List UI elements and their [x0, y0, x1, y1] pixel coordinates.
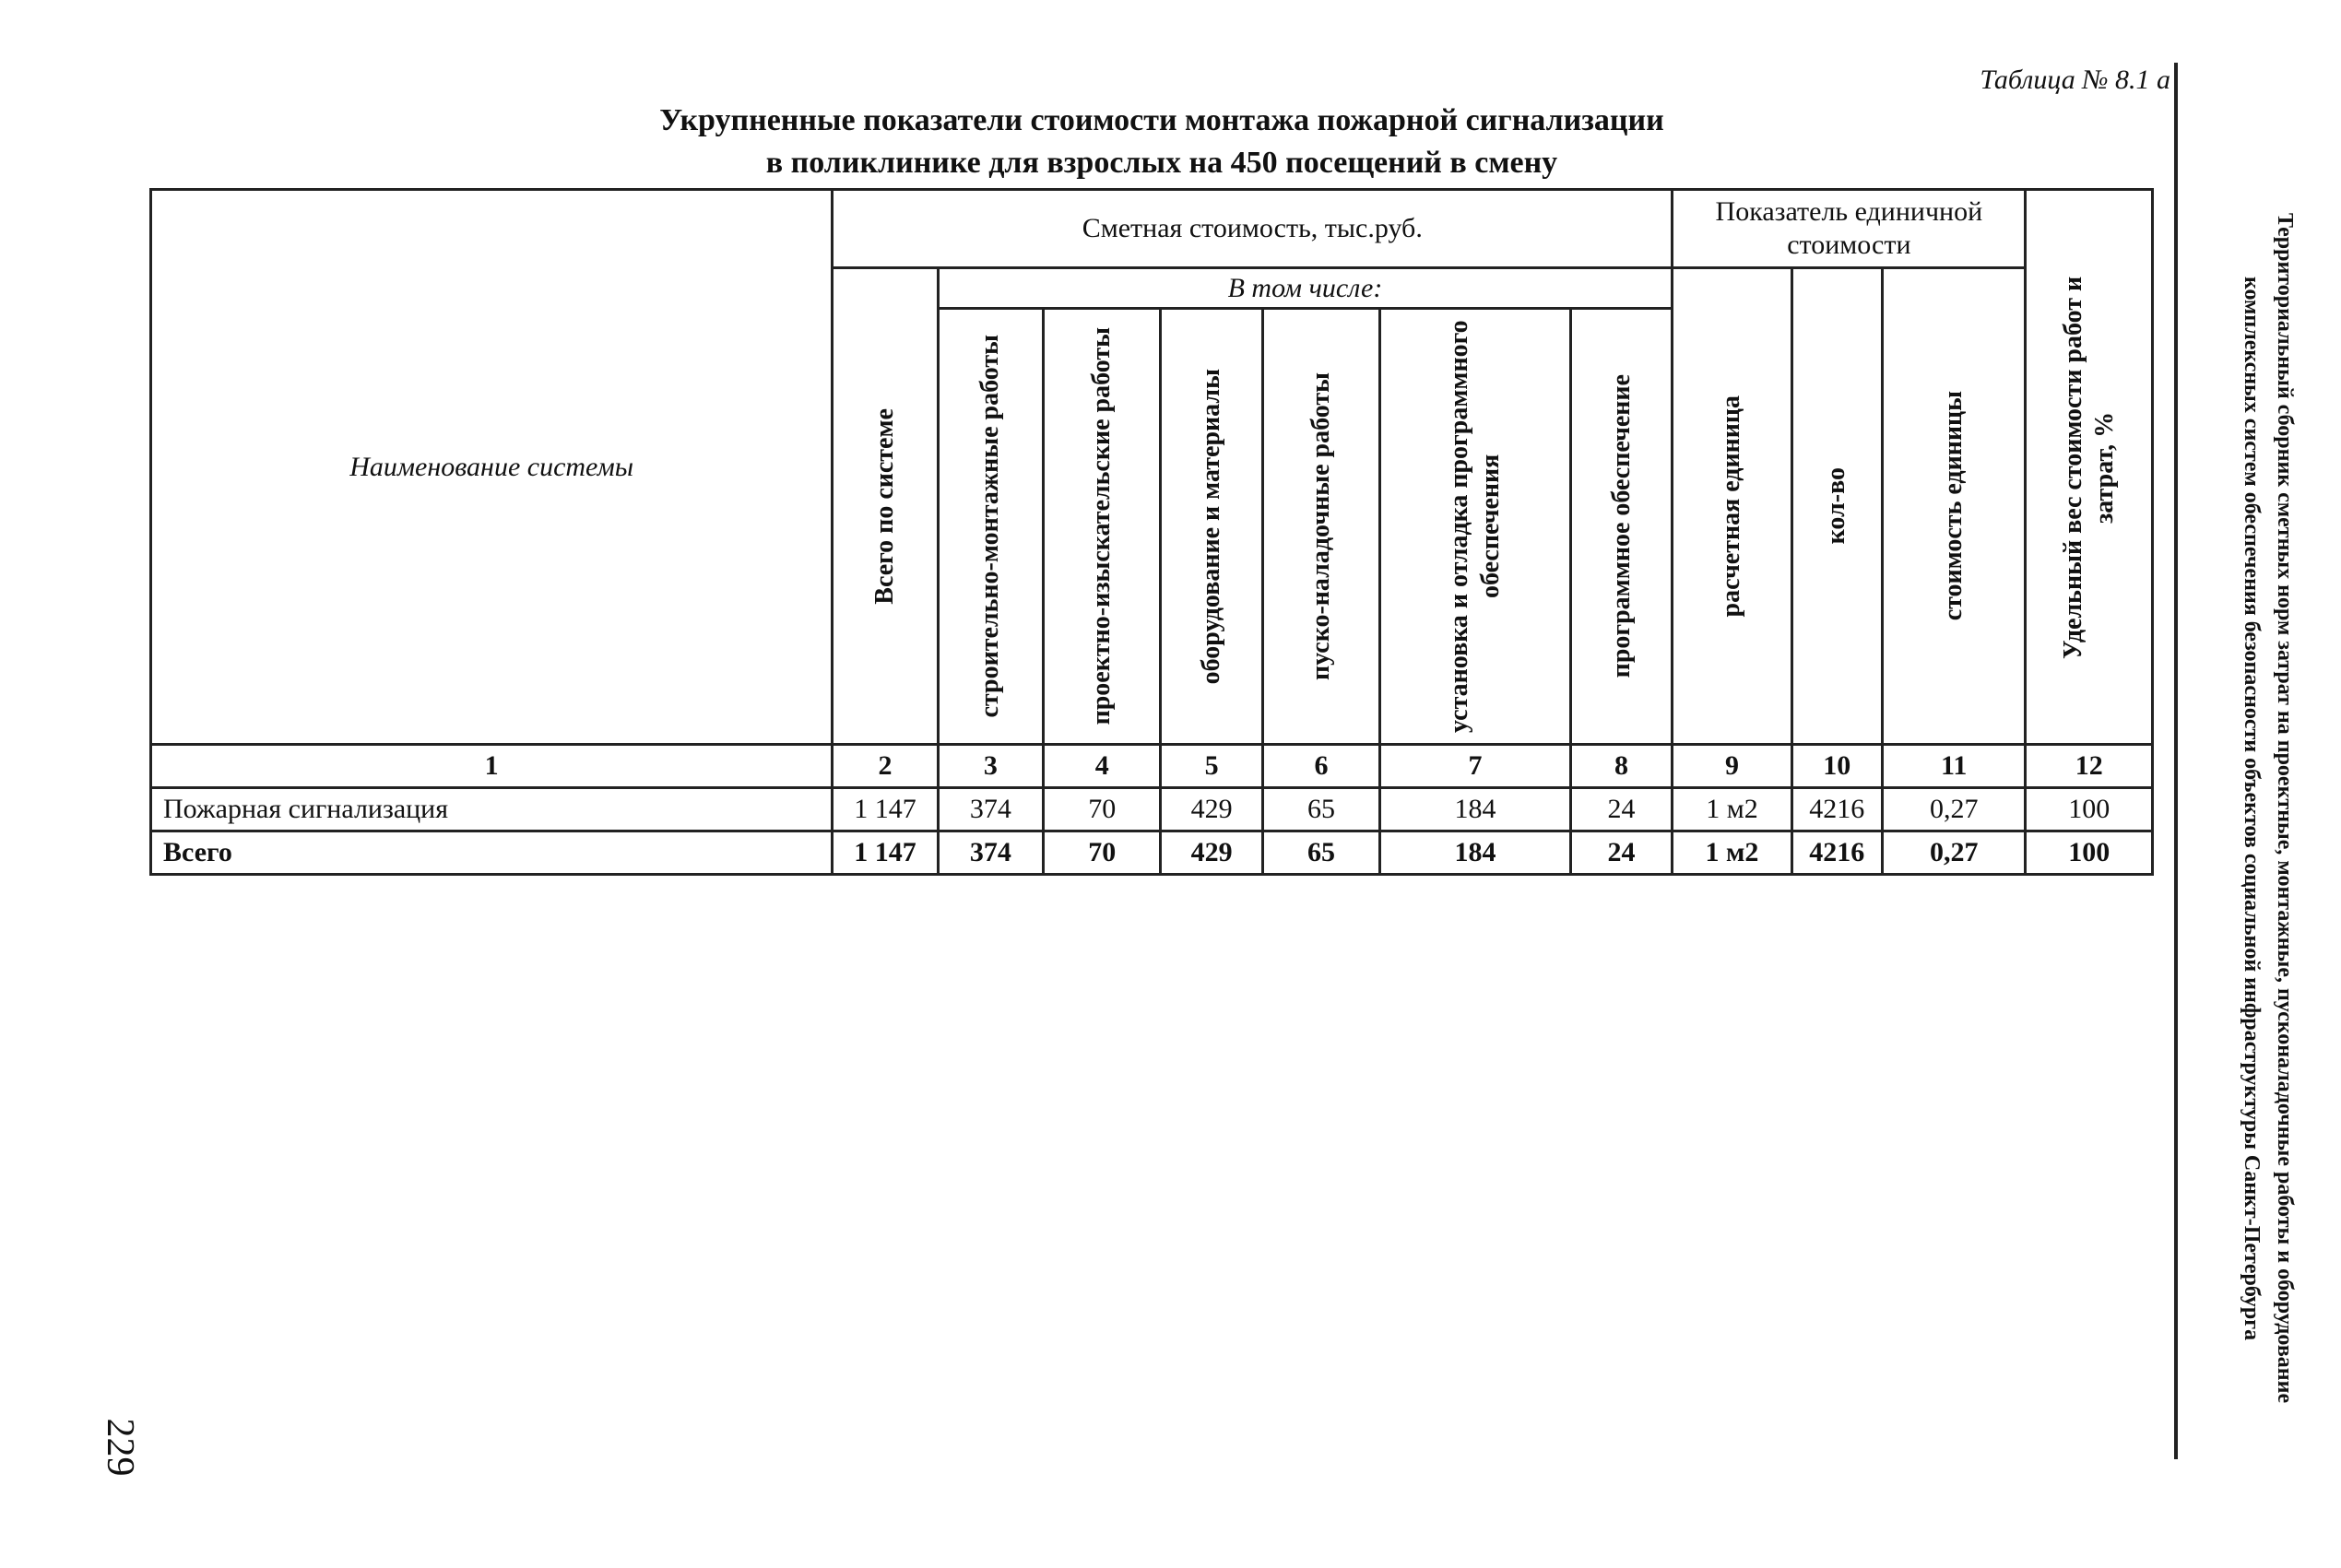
cell-unit: 1 м2: [1673, 788, 1791, 831]
document-title: [148, 100, 2176, 184]
title-line-2: в поликлинике для взрослых на 450 посещений в смену: [765, 146, 1558, 180]
header-unit-cost: стоимость единицы: [1882, 268, 2026, 745]
header-estimate-group: Сметная стоимость, тыс.руб.: [833, 190, 1673, 268]
header-indicator-group: Показатель единичной стоимости: [1673, 190, 2026, 268]
cell-software: 24: [1570, 788, 1672, 831]
cell-unit: 1 м2: [1673, 831, 1791, 875]
header-design: проектно-изыскательские работы: [1044, 309, 1161, 745]
header-construction: строительно-монтажные работы: [938, 309, 1043, 745]
col-num: 8: [1570, 745, 1672, 788]
col-num: 1: [151, 745, 833, 788]
cell-construction: 374: [938, 831, 1043, 875]
header-equipment: оборудование и материалы: [1161, 309, 1262, 745]
cell-total: 1 147: [833, 788, 938, 831]
header-software-install: установка и отладка программного обеспечения: [1380, 309, 1571, 745]
cell-design: 70: [1044, 788, 1161, 831]
cell-share: 100: [2026, 831, 2153, 875]
col-num: 5: [1161, 745, 1262, 788]
page-number: 229: [99, 1418, 141, 1477]
side-caption-line-1: Территориальный сборник сметных норм затрат на проектные, монтажные, пусконаладочные работы и оборудование: [2273, 213, 2297, 1404]
header-qty: кол-во: [1791, 268, 1882, 745]
col-num: 2: [833, 745, 938, 788]
col-num: 12: [2026, 745, 2153, 788]
col-num: 3: [938, 745, 1043, 788]
cell-software: 24: [1570, 831, 1672, 875]
side-caption: [2217, 159, 2319, 1458]
header-unit: расчетная единица: [1673, 268, 1791, 745]
cell-share: 100: [2026, 788, 2153, 831]
cell-qty: 4216: [1791, 831, 1882, 875]
col-num: 6: [1262, 745, 1379, 788]
col-num: 9: [1673, 745, 1791, 788]
cell-name: Пожарная сигнализация: [151, 788, 833, 831]
cost-table: [149, 188, 2154, 876]
col-num: 11: [1882, 745, 2026, 788]
margin-rule: [2174, 63, 2178, 1459]
cell-equipment: 429: [1161, 788, 1262, 831]
header-total-system: Всего по системе: [833, 268, 938, 745]
table-label: Таблица № 8.1 а: [1980, 65, 2170, 95]
column-numbers-row: [151, 745, 2153, 788]
header-including: В том числе:: [938, 268, 1673, 309]
col-num: 7: [1380, 745, 1571, 788]
cell-unit-cost: 0,27: [1882, 788, 2026, 831]
total-row: [151, 831, 2153, 875]
header-commissioning: пуско-наладочные работы: [1262, 309, 1379, 745]
cell-software-install: 184: [1380, 788, 1571, 831]
cell-total: 1 147: [833, 831, 938, 875]
cell-equipment: 429: [1161, 831, 1262, 875]
title-line-1: Укрупненные показатели стоимости монтажа пожарной сигнализации: [659, 103, 1664, 137]
side-caption-line-2: комплексных систем обеспечения безопасности объектов социальной инфраструктуры Санкт-Петербурга: [2240, 276, 2264, 1341]
header-name: Наименование системы: [151, 190, 833, 745]
header-share: Удельный вес стоимости работ и затрат, %: [2026, 190, 2153, 745]
cell-design: 70: [1044, 831, 1161, 875]
header-software: программное обеспечение: [1570, 309, 1672, 745]
cell-name: Всего: [151, 831, 833, 875]
cell-qty: 4216: [1791, 788, 1882, 831]
cell-software-install: 184: [1380, 831, 1571, 875]
cell-unit-cost: 0,27: [1882, 831, 2026, 875]
table-row: [151, 788, 2153, 831]
col-num: 4: [1044, 745, 1161, 788]
col-num: 10: [1791, 745, 1882, 788]
cell-commissioning: 65: [1262, 788, 1379, 831]
cell-construction: 374: [938, 788, 1043, 831]
cell-commissioning: 65: [1262, 831, 1379, 875]
